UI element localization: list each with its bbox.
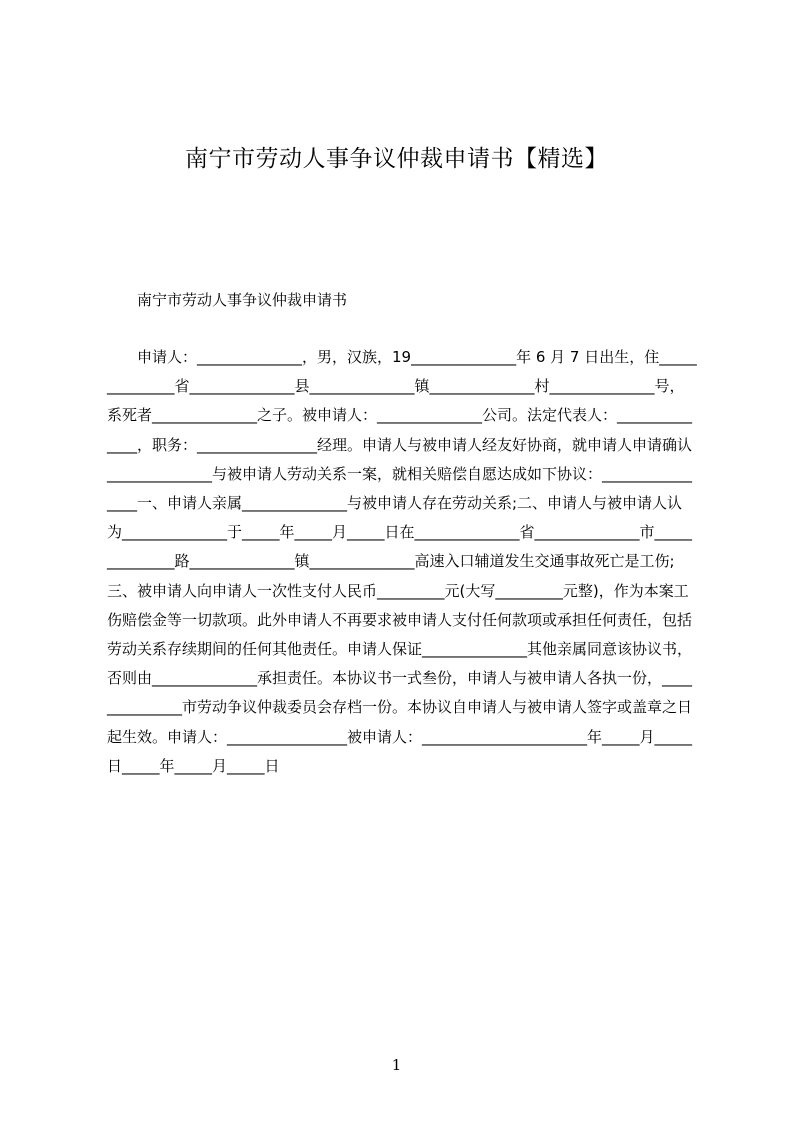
- document-subtitle: 南宁市劳动人事争议仲裁申请书: [137, 291, 348, 309]
- document-body: 申请人：______________，男，汉族，19______________年 6 月 7 日出生，住______________省______________县______________镇______________村______________号，系死者______________之子。被申请人：______________公司。法定代表人：______________，职务：________________经理。申请人与被申请人经友好协商，就申请人申请确认______________与被申请人劳动关系一案，就相关赔偿自愿达成如下协议：________________一、申请人亲属______________与被申请人存在劳动关系;二、申请人与被申请人认为______________于_____年_____月_____日在______________省______________市______________路______________镇______________高速入口辅道发生交通事故死亡是工伤;三、被申请人向申请人一次性支付人民币_________元(大写_________元整)，作为本案工伤赔偿金等一切款项。此外申请人不再要求被申请人支付任何款项或承担任何责任，包括劳动关系存续期间的任何其他责任。申请人保证______________其他亲属同意该协议书，否则由______________承担责任。本协议书一式叁份，申请人与被申请人各执一份，______________市劳动争议仲裁委员会存档一份。本协议自申请人与被申请人签字或盖章之日起生效。申请人：________________被申请人：______________________年_____月_____日_____年_____月_____日: [107, 348, 697, 775]
- document-title: 南宁市劳动人事争议仲裁申请书【精选】: [185, 146, 608, 172]
- page-number: 1: [391, 1056, 402, 1074]
